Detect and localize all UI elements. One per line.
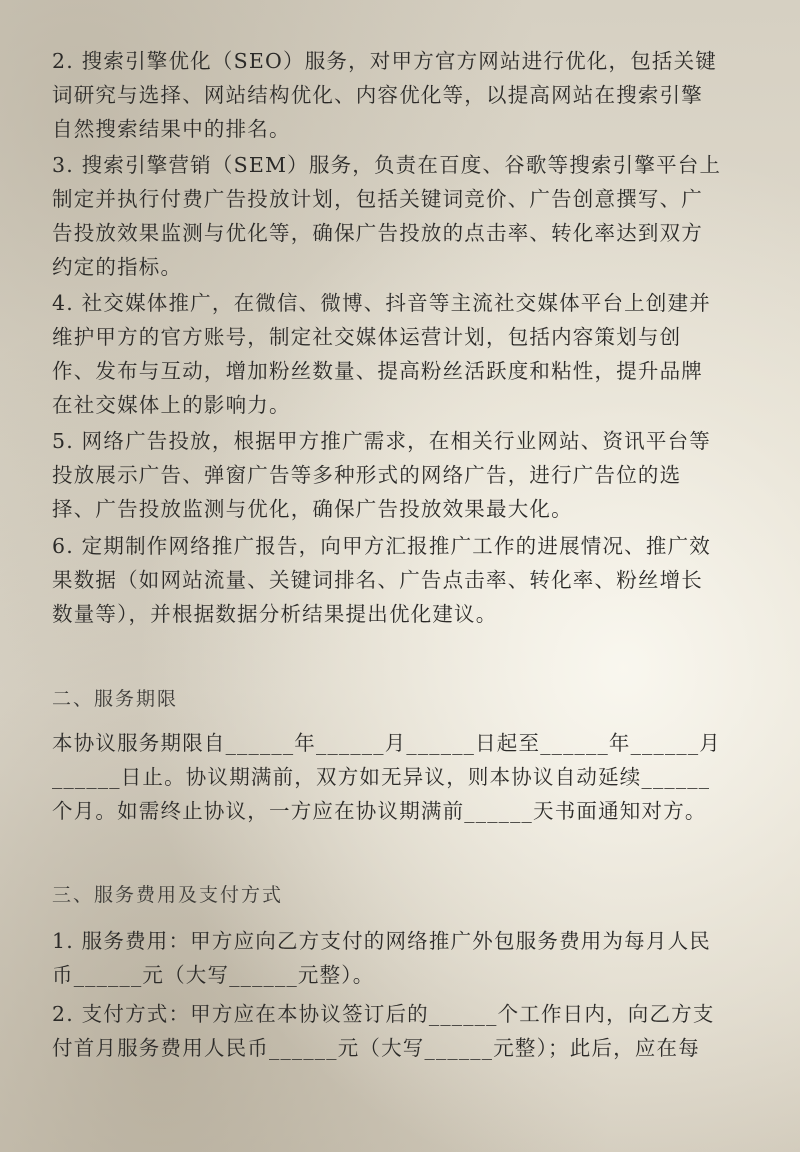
text-line: 告投放效果监测与优化等，确保广告投放的点击率、转化率达到双方 (52, 221, 703, 245)
text-line: 择、广告投放监测与优化，确保广告投放效果最大化。 (52, 497, 573, 521)
section-heading-term: 二、服务期限 (52, 688, 179, 710)
clause-report (52, 529, 752, 631)
text-line: ______日止。协议期满前，双方如无异议，则本协议自动延续______ (52, 765, 711, 789)
text-line: 2. 搜索引擎优化（SEO）服务，对甲方官方网站进行优化，包括关键 (52, 49, 717, 73)
clause-payment-method (52, 997, 752, 1065)
text-line: 本协议服务期限自______年______月______日起至______年______月 (52, 731, 721, 755)
text-line: 制定并执行付费广告投放计划，包括关键词竞价、广告创意撰写、广 (52, 187, 703, 211)
text-line: 在社交媒体上的影响力。 (52, 393, 291, 417)
text-line: 付首月服务费用人民币______元（大写______元整）；此后，应在每 (52, 1036, 700, 1060)
text-line: 1. 服务费用：甲方应向乙方支付的网络推广外包服务费用为每月人民 (52, 929, 711, 953)
text-line: 6. 定期制作网络推广报告，向甲方汇报推广工作的进展情况、推广效 (52, 534, 711, 558)
text-line: 作、发布与互动，增加粉丝数量、提高粉丝活跃度和粘性，提升品牌 (52, 359, 703, 383)
text-line: 个月。如需终止协议，一方应在协议期满前______天书面通知对方。 (52, 799, 707, 823)
text-line: 2. 支付方式：甲方应在本协议签订后的______个工作日内，向乙方支 (52, 1002, 715, 1026)
clause-service-term (52, 726, 752, 828)
clause-service-fee (52, 924, 752, 992)
text-line: 果数据（如网站流量、关键词排名、广告点击率、转化率、粉丝增长 (52, 568, 703, 592)
clause-network-ads (52, 424, 752, 526)
text-line: 币______元（大写______元整）。 (52, 963, 375, 987)
text-line: 4. 社交媒体推广，在微信、微博、抖音等主流社交媒体平台上创建并 (52, 291, 711, 315)
text-line: 5. 网络广告投放，根据甲方推广需求，在相关行业网站、资讯平台等 (52, 429, 711, 453)
text-line: 投放展示广告、弹窗广告等多种形式的网络广告，进行广告位的选 (52, 463, 682, 487)
text-line: 约定的指标。 (52, 255, 183, 279)
clause-social-media (52, 286, 752, 422)
text-line: 自然搜索结果中的排名。 (52, 117, 291, 141)
text-line: 维护甲方的官方账号，制定社交媒体运营计划，包括内容策划与创 (52, 325, 682, 349)
text-line: 词研究与选择、网站结构优化、内容优化等，以提高网站在搜索引擎 (52, 83, 703, 107)
section-heading-fees: 三、服务费用及支付方式 (52, 884, 284, 906)
clause-seo (52, 44, 752, 146)
clause-sem (52, 148, 752, 284)
text-line: 3. 搜索引擎营销（SEM）服务，负责在百度、谷歌等搜索引擎平台上 (52, 153, 722, 177)
text-line: 数量等），并根据数据分析结果提出优化建议。 (52, 602, 498, 626)
